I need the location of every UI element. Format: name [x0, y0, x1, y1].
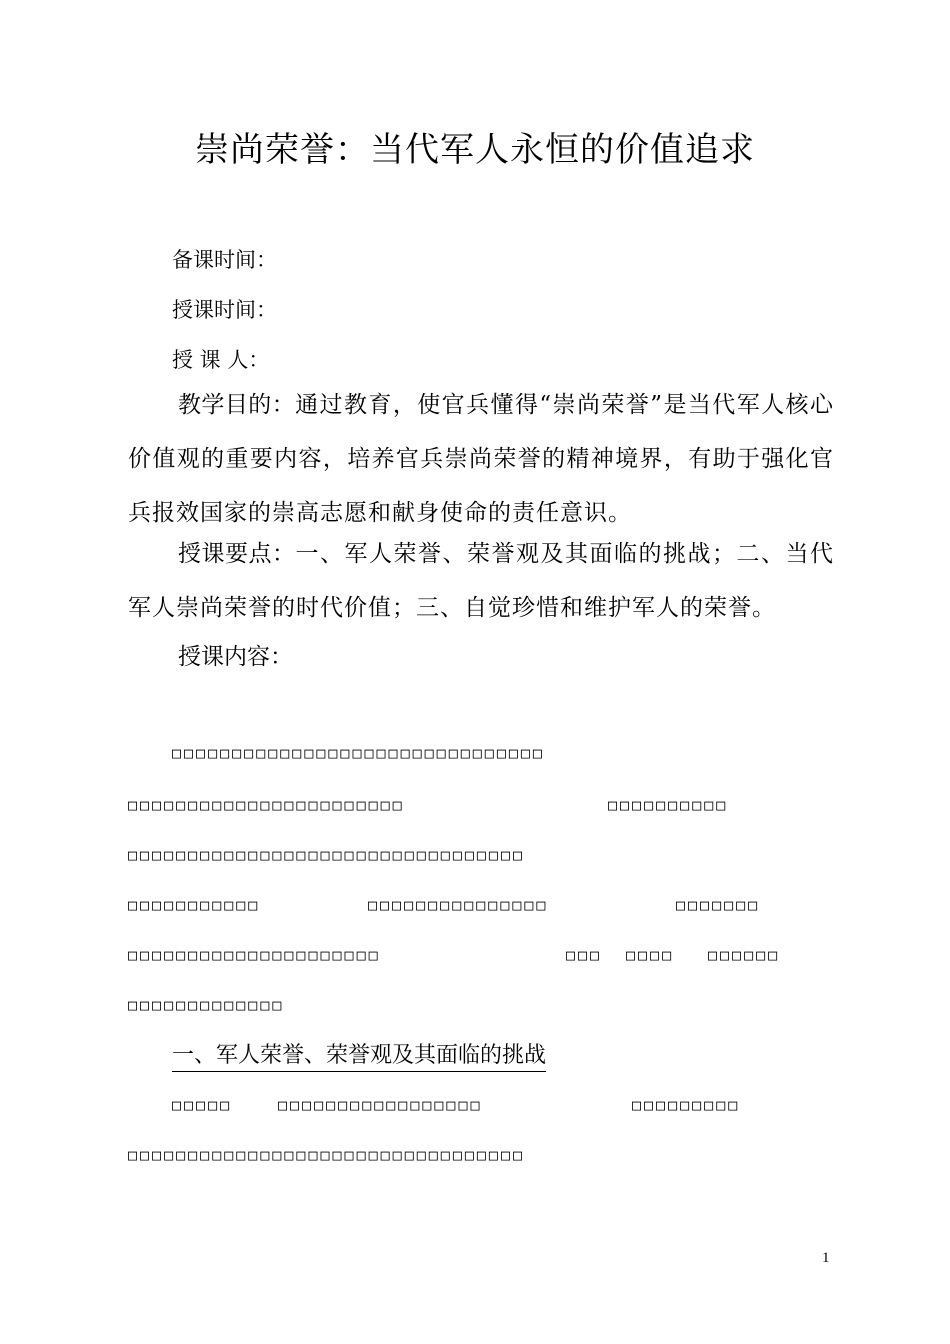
garbled-line: □□□□□□□□□□□□□□□□□□□□□ [128, 946, 381, 964]
key-points-label: 授课要点： [178, 541, 296, 567]
garbled-line: □□□ [566, 946, 603, 964]
garbled-line: □□□□□□ [708, 946, 781, 964]
garbled-line: □□□□□□□□□□□□□□□□□□□□□□□□□□□□□□□□□ [128, 846, 526, 864]
garbled-line: □□□□□□□ [676, 896, 761, 914]
lecturer-label: 授 课 人： [172, 348, 270, 372]
teach-time-label: 授课时间： [172, 298, 277, 322]
content-label: 授课内容： [178, 644, 293, 670]
objective-paragraph [128, 378, 834, 540]
garbled-line: □□□□□□□□□□□□□□□□□□□□□□□□□□□□□□□□□ [128, 1146, 526, 1164]
garbled-line: □□□□□□□□□□□□□□□□□ [278, 1096, 483, 1114]
section-one-heading: 一、军人荣誉、荣誉观及其面临的挑战 [172, 1038, 546, 1072]
garbled-line: □□□□□□□□□□□□□□□□□□□□□□□ [128, 796, 405, 814]
document-title: 崇尚荣誉：当代军人永恒的价值追求 [195, 130, 755, 170]
page-number: 1 [822, 1250, 830, 1266]
garbled-line: □□□□□□□□□□□□□□□ [368, 896, 549, 914]
prep-time-label: 备课时间： [172, 248, 277, 272]
objective-text: 通过教育，使官兵懂得“崇尚荣誉”是当代军人核心价值观的重要内容，培养官兵崇尚荣誉的精神境界，有助于强化官兵报效国家的崇高志愿和献身使命的责任意识。 [128, 392, 834, 526]
garbled-line: □□□□□□□□□□□ [128, 896, 261, 914]
garbled-line: □□□□□□□□□ [632, 1096, 741, 1114]
key-points-text: 一、军人荣誉、荣誉观及其面临的挑战；二、当代军人崇尚荣誉的时代价值；三、自觉珍惜和维护军人的荣誉。 [128, 541, 834, 621]
garbled-line: □□□□□□□□□□ [608, 796, 729, 814]
garbled-line: □□□□□□□□□□□□□□□□□□□□□□□□□□□□□□□ [172, 744, 545, 762]
garbled-line: □□□□ [626, 946, 675, 964]
garbled-line: □□□□□ [172, 1096, 233, 1114]
objective-label: 教学目的： [178, 392, 296, 418]
key-points-paragraph [128, 527, 834, 635]
garbled-line: □□□□□□□□□□□□□ [128, 996, 285, 1014]
